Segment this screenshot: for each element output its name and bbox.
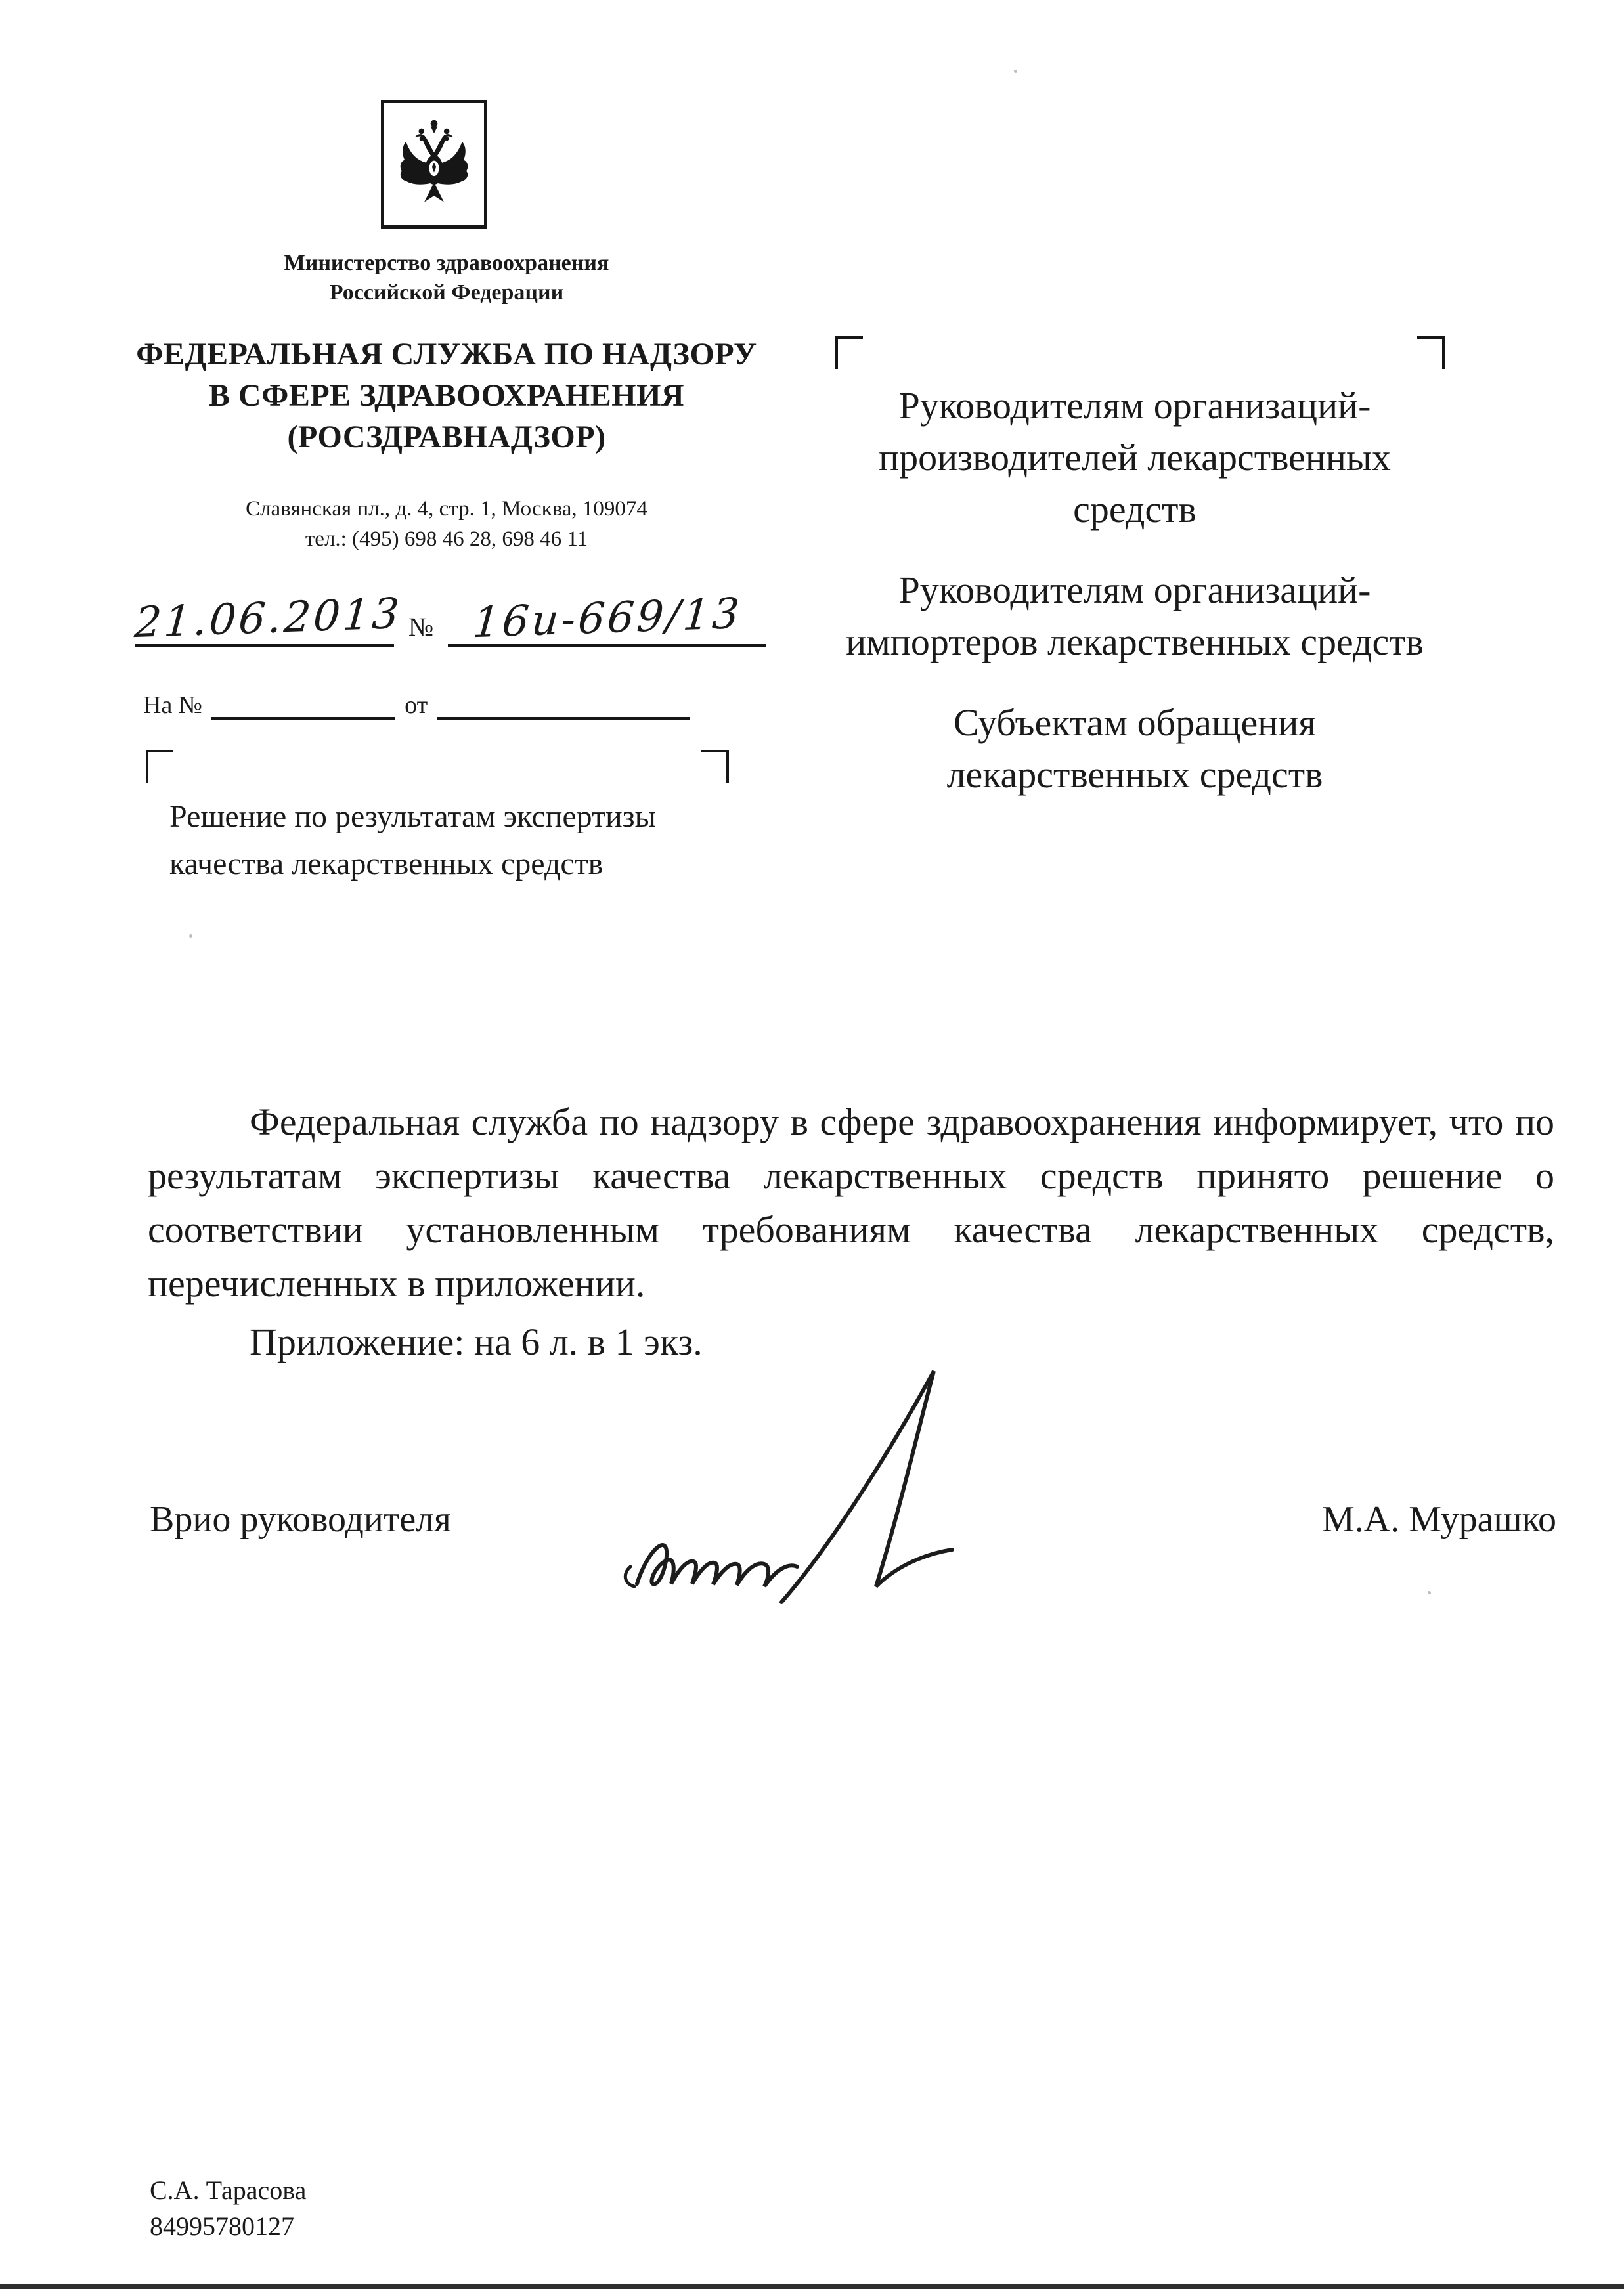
executor-phone: 84995780127 — [150, 2212, 294, 2241]
subject-line-1: Решение по результатам экспертизы — [169, 799, 656, 834]
recipient-line: лекарственных средств — [946, 753, 1323, 796]
scan-speck — [1014, 70, 1017, 73]
recipient-line: средств — [1073, 488, 1196, 531]
ministry-line-1: Министерство здравоохранения — [284, 251, 609, 275]
agency-line-3: (РОСЗДРАВНАДЗОР) — [287, 420, 606, 454]
body-paragraph: Федеральная служба по надзору в сфере здравоохранения информирует, что по результатам экспертизы качества лекарственных средств принято решение о соответствии установленным требованиям качества лекарственных средств, перечисленных в приложении. — [148, 1101, 1554, 1305]
corner-bracket-recipients-left — [835, 336, 863, 369]
coat-of-arms-icon — [392, 112, 476, 217]
recipient-line: Руководителям организаций- — [898, 569, 1371, 611]
executor-block — [150, 2172, 306, 2244]
scan-edge-artifact — [0, 2284, 1624, 2289]
scan-speck — [1428, 1591, 1431, 1594]
ministry-name — [92, 248, 801, 307]
reference-row — [133, 589, 870, 648]
reply-number-label: На № — [143, 691, 203, 719]
recipient-subjects — [839, 697, 1430, 800]
subject-line-2: качества лекарственных средств — [169, 846, 604, 881]
outgoing-date-field — [133, 589, 403, 648]
agency-address — [92, 494, 801, 554]
handwritten-number: 16и-669/13 — [471, 589, 743, 648]
recipient-line: Руководителям организаций- — [898, 384, 1371, 427]
reply-date-blank — [437, 692, 690, 720]
recipient-line: Субъектам обращения — [953, 701, 1317, 744]
letter-subject — [169, 793, 656, 888]
executor-name: С.А. Тарасова — [150, 2175, 307, 2205]
signer-name: М.А. Мурашко — [1322, 1499, 1556, 1540]
reply-reference-row — [143, 691, 699, 720]
recipient-producers — [839, 380, 1430, 535]
scan-speck — [189, 934, 192, 938]
outgoing-number-field — [448, 589, 766, 648]
signature-stroke — [611, 1353, 1005, 1628]
reply-date-label: от — [405, 691, 428, 719]
handwritten-date: 21.06.2013 — [133, 589, 403, 648]
recipient-line: импортеров лекарственных средств — [846, 621, 1424, 663]
corner-bracket-subject-right — [701, 750, 729, 783]
reply-number-blank — [211, 692, 395, 720]
corner-bracket-recipients-right — [1417, 336, 1445, 369]
agency-name — [92, 334, 801, 458]
agency-line-1: ФЕДЕРАЛЬНАЯ СЛУЖБА ПО НАДЗОРУ — [136, 337, 757, 372]
recipient-importers — [839, 564, 1430, 668]
corner-bracket-subject-left — [146, 750, 173, 783]
number-sign: № — [408, 612, 434, 642]
attachment-note: Приложение: на 6 л. в 1 экз. — [250, 1320, 703, 1363]
recipient-line: производителей лекарственных — [879, 436, 1391, 479]
signer-position: Врио руководителя — [150, 1499, 451, 1540]
address-line-2: тел.: (495) 698 46 28, 698 46 11 — [305, 527, 588, 551]
coat-of-arms-box — [381, 100, 487, 229]
recipients-block — [839, 380, 1430, 829]
agency-line-2: В СФЕРЕ ЗДРАВООХРАНЕНИЯ — [208, 378, 685, 413]
address-line-1: Славянская пл., д. 4, стр. 1, Москва, 109074 — [246, 497, 647, 521]
ministry-line-2: Российской Федерации — [329, 280, 564, 305]
